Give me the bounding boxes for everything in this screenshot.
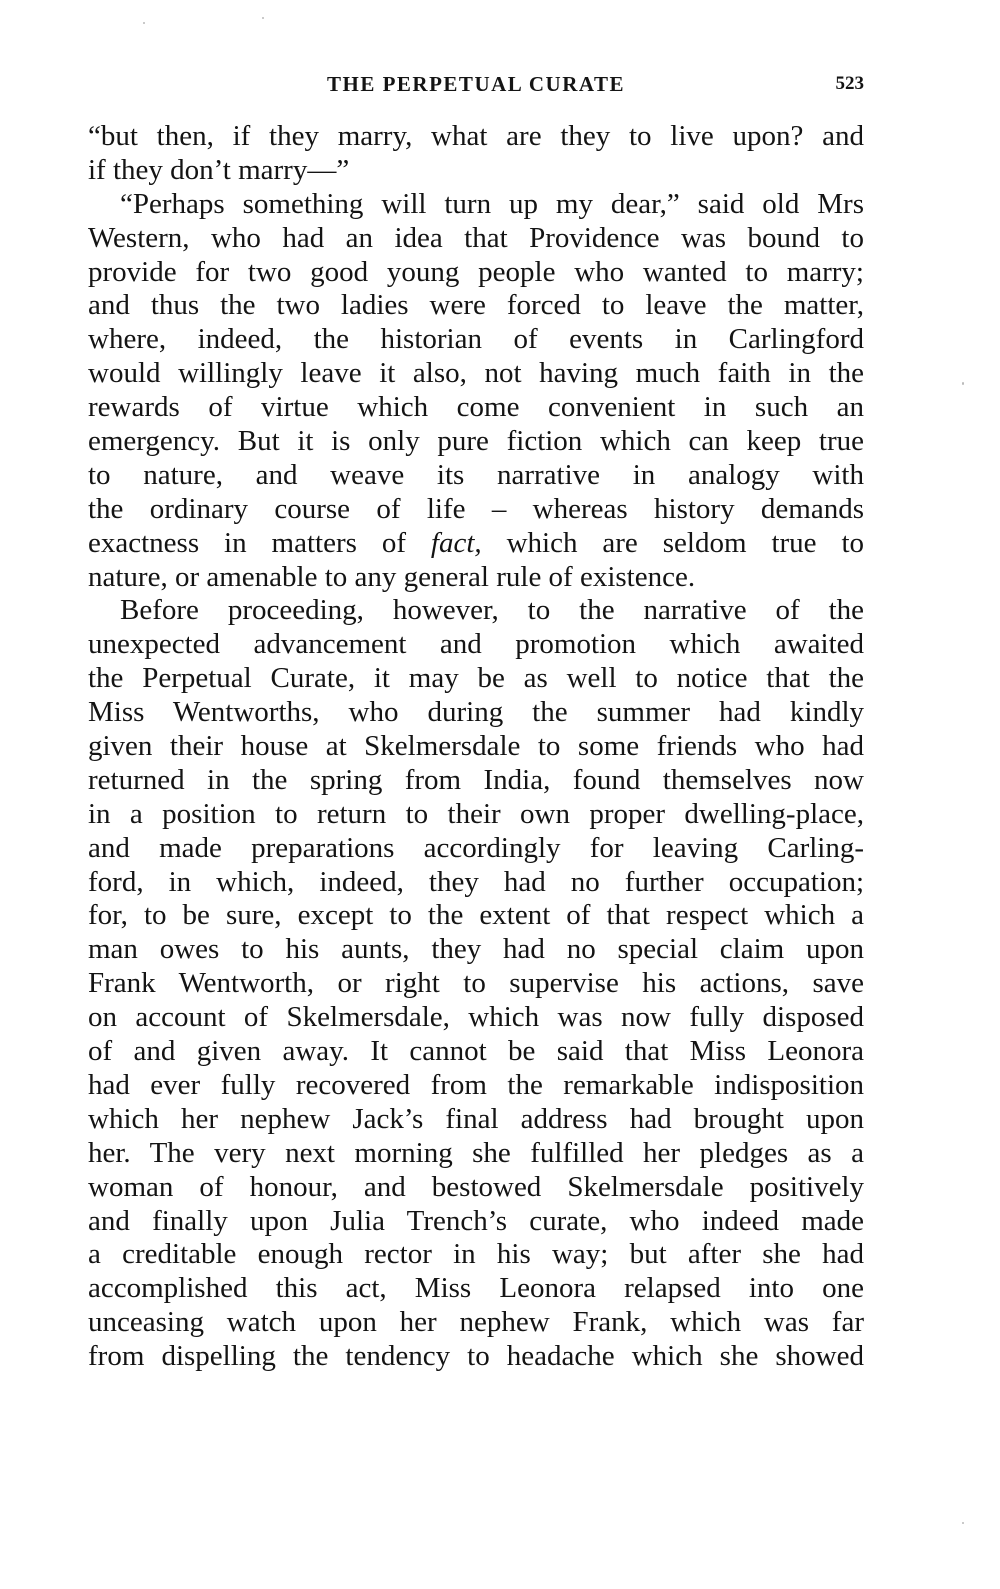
text-line: where, indeed, the historian of events in Carlingford [88,323,864,356]
text-line: emergency. But it is only pure fiction which can keep true [88,425,864,458]
text-line: given their house at Skelmersdale to some friends who had [88,730,864,763]
text-line: woman of honour, and bestowed Skelmersdale positively [88,1170,864,1203]
scan-speck [262,17,264,19]
text-line: Frank Wentworth, or right to supervise his actions, save [88,967,864,1000]
text-line: for, to be sure, except to the extent of that respect which a [88,899,864,932]
text-line: unceasing watch upon her nephew Frank, which was far [88,1306,864,1339]
text-line: nature, or amenable to any general rule of existence. [88,560,696,593]
text-line: and thus the two ladies were forced to leave the matter, [88,289,864,322]
text-line: “Perhaps something will turn up my dear,” said old Mrs [120,187,864,220]
text-line: of and given away. It cannot be said that Miss Leonora [88,1035,864,1068]
text-line: from dispelling the tendency to headache which she showed [88,1340,864,1373]
text-segment: exactness in matters of [88,526,431,559]
text-line: accomplished this act, Miss Leonora relapsed into one [88,1272,864,1305]
text-line: rewards of virtue which come convenient in such an [88,391,864,424]
scan-speck [143,22,145,24]
text-line: the Perpetual Curate, it may be as well to notice that the [88,662,864,695]
text-line: the ordinary course of life – whereas history demands [88,492,864,525]
text-line: ford, in which, indeed, they had no further occupation; [88,865,864,898]
body-text [88,120,864,1374]
text-line: which her nephew Jack’s final address had brought upon [88,1102,864,1135]
text-line: Miss Wentworths, who during the summer had kindly [88,696,864,729]
text-line: would willingly leave it also, not having much faith in the [88,357,864,390]
text-line: and made preparations accordingly for leaving Carling- [88,831,864,864]
text-line: Western, who had an idea that Providence was bound to [88,221,864,254]
scan-speck [962,382,964,385]
scan-speck [962,1522,964,1524]
text-line: in a position to return to their own proper dwelling-place, [88,797,864,830]
text-segment: which are seldom true to [481,526,865,559]
text-line: to nature, and weave its narrative in analogy with [88,458,864,491]
text-line: unexpected advancement and promotion which awaited [88,628,864,661]
text-line: and finally upon Julia Trench’s curate, who indeed made [88,1204,864,1237]
running-title: THE PERPETUAL CURATE [327,72,625,96]
text-line: a creditable enough rector in his way; but after she had [88,1238,864,1271]
text-line: returned in the spring from India, found themselves now [88,763,864,796]
text-line [88,527,864,561]
text-line: “but then, if they marry, what are they to live upon? and [88,120,864,152]
text-line: on account of Skelmersdale, which was now fully disposed [88,1001,864,1034]
text-line: if they don’t marry—” [88,153,350,186]
text-line: man owes to his aunts, they had no special claim upon [88,933,864,966]
page-number: 523 [835,73,864,94]
text-line: had ever fully recovered from the remarkable indisposition [88,1068,864,1101]
text-line: Before proceeding, however, to the narrative of the [120,594,864,627]
italic-word: fact, [430,526,482,559]
text-line: provide for two good young people who wanted to marry; [88,255,864,288]
running-header [88,72,864,102]
text-line: her. The very next morning she fulfilled her pledges as a [88,1136,864,1169]
